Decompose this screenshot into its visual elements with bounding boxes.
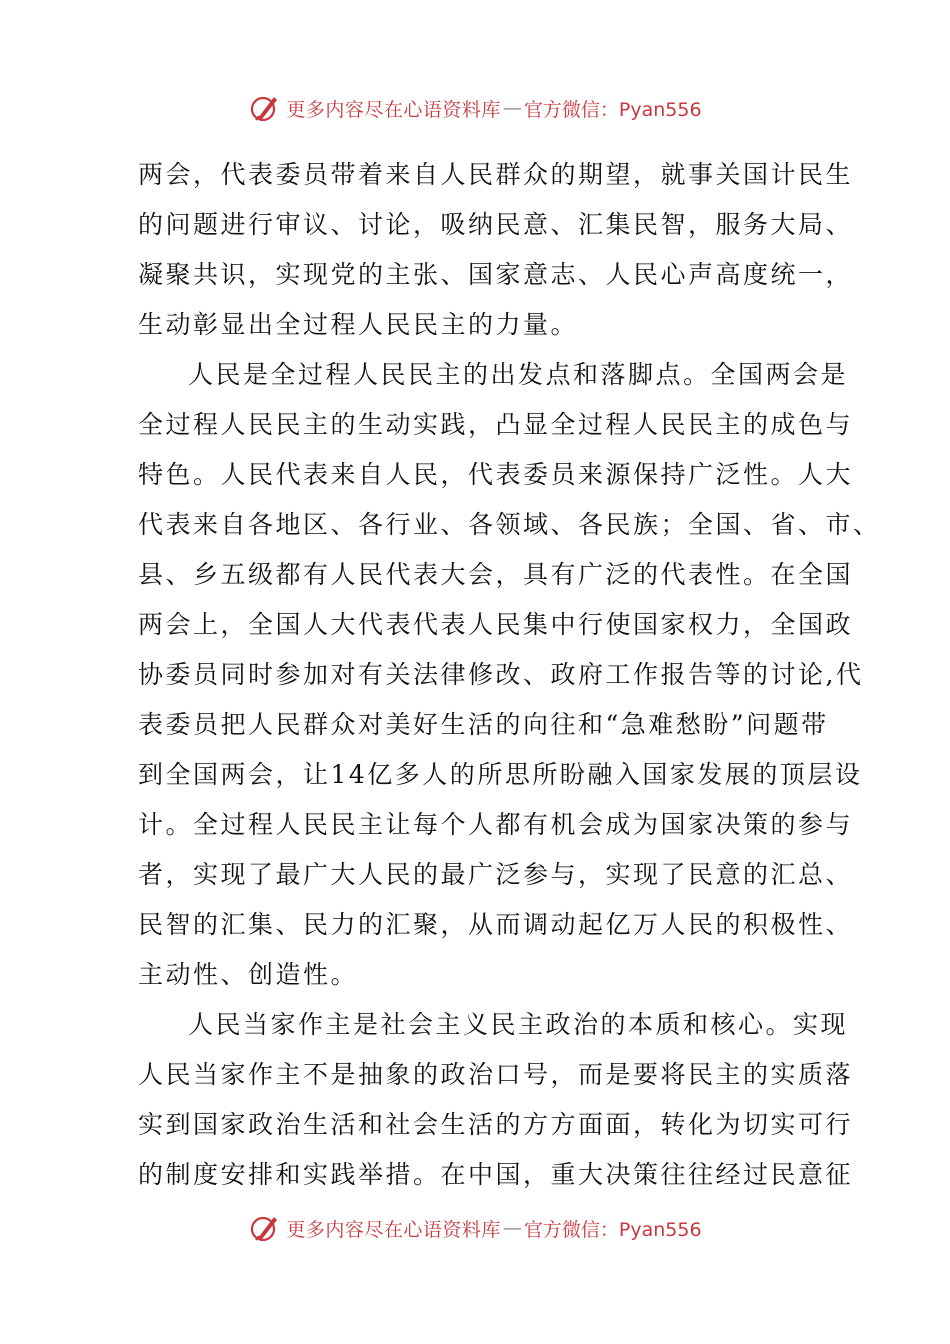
paragraph-3 (138, 1000, 854, 1200)
text-line: 实到国家政治生活和社会生活的方方面面，转化为切实可行 (138, 1110, 854, 1139)
header-separator: — (502, 97, 522, 119)
text-line: 县、乡五级都有人民代表大会，具有广泛的代表性。在全国 (138, 560, 854, 589)
text-line: 民智的汇集、民力的汇聚，从而调动起亿万人民的积极性、 (138, 910, 854, 939)
footer-contact-text: 官方微信：Pyan556 (523, 1218, 702, 1241)
text-line: 的问题进行审议、讨论，吸纳民意、汇集民智，服务大局、 (138, 210, 854, 239)
text-line: 特色。人民代表来自人民，代表委员来源保持广泛性。人大 (138, 460, 854, 489)
quill-pen-circle-logo-icon (248, 91, 282, 125)
text-line: 计。全过程人民民主让每个人都有机会成为国家决策的参与 (138, 810, 854, 839)
text-line: 凝聚共识，实现党的主张、国家意志、人民心声高度统一， (138, 260, 854, 289)
header-contact-text: 官方微信：Pyan556 (523, 98, 702, 121)
text-line: 协委员同时参加对有关法律修改、政府工作报告等的讨论,代 (138, 660, 864, 689)
footer-separator: — (502, 1217, 522, 1239)
paragraph-1 (138, 150, 854, 350)
header-banner (0, 88, 950, 128)
text-line: 人民是全过程人民民主的出发点和落脚点。全国两会是 (188, 360, 849, 389)
text-line: 表委员把人民群众对美好生活的向往和“急难愁盼”问题带 (138, 710, 829, 739)
text-line: 人民当家作主是社会主义民主政治的本质和核心。实现 (188, 1010, 849, 1039)
text-line: 生动彰显出全过程人民民主的力量。 (138, 310, 579, 339)
text-line: 两会上，全国人大代表代表人民集中行使国家权力，全国政 (138, 610, 854, 639)
text-line: 的制度安排和实践举措。在中国，重大决策往往经过民意征 (138, 1160, 854, 1189)
text-line: 人民当家作主不是抽象的政治口号，而是要将民主的实质落 (138, 1060, 854, 1089)
text-line: 主动性、创造性。 (138, 960, 359, 989)
quill-pen-circle-logo-icon (248, 1211, 282, 1245)
header-site-text: 更多内容尽在心语资料库 (286, 98, 501, 121)
document-body (138, 150, 881, 1200)
text-line: 者，实现了最广大人民的最广泛参与，实现了民意的汇总、 (138, 860, 854, 889)
paragraph-2 (138, 350, 881, 1000)
text-line: 全过程人民民主的生动实践，凸显全过程人民民主的成色与 (138, 410, 854, 439)
text-line: 到全国两会，让14亿多人的所思所盼融入国家发展的顶层设 (138, 760, 863, 789)
footer-banner (0, 1208, 950, 1248)
footer-site-text: 更多内容尽在心语资料库 (286, 1218, 501, 1241)
text-line: 两会，代表委员带着来自人民群众的期望，就事关国计民生 (138, 160, 854, 189)
text-line: 代表来自各地区、各行业、各领域、各民族；全国、省、市、 (138, 510, 881, 539)
